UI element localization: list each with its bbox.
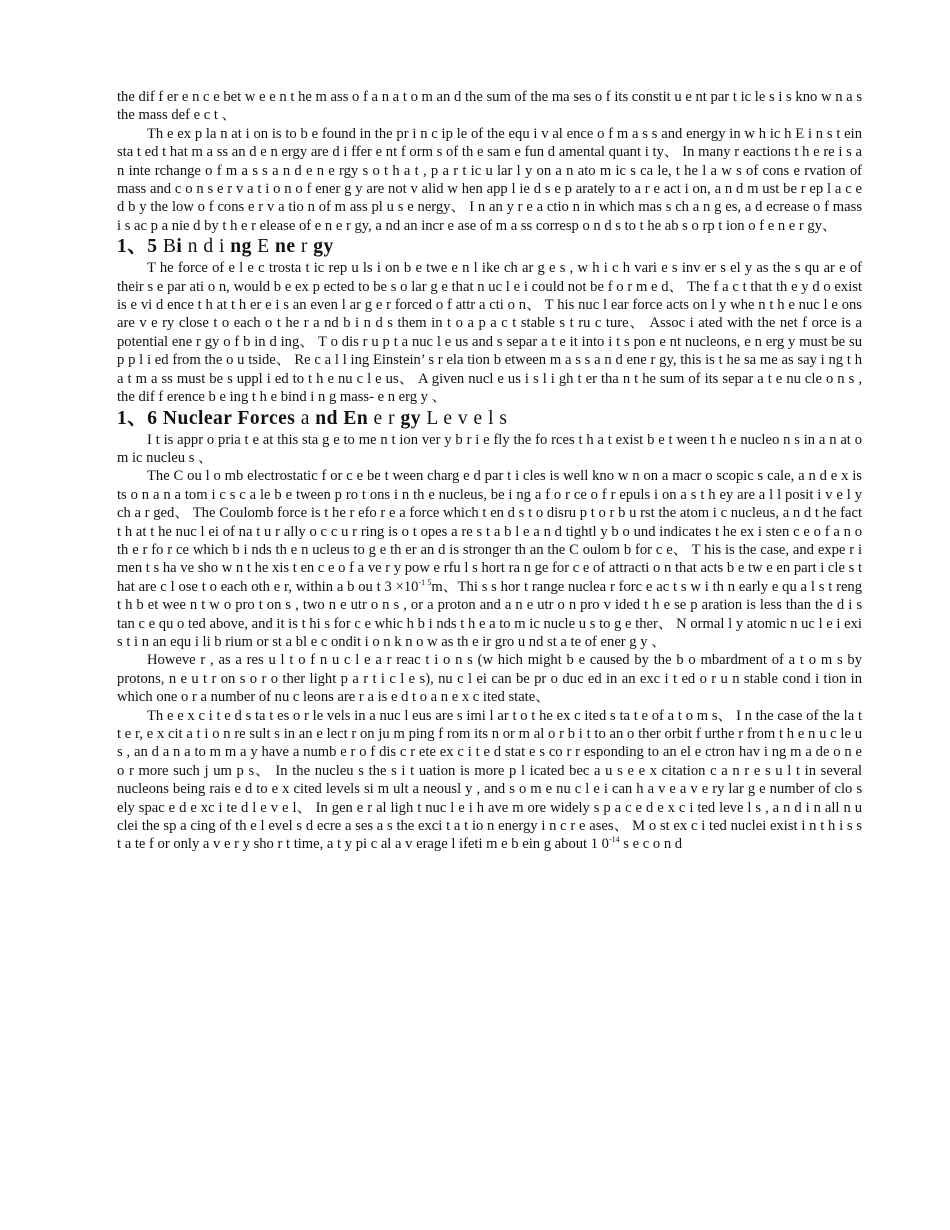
paragraph-explanation: Th e ex p la n at i on is to b e found in the pr i n c ip le of the equ i v al ence o f m a s s and energy in w h ic h E i n s t ein sta t ed t hat m a ss an d e n ergy are d i ffer e nt f orm s of th e sam e fun d amental quant i ty、 In many r eactions t h e re i s a n inte rchange o f m a s s a n d e n e rgy s o t h a t , p a r t ic u lar l y on a n ato m ic s ca le, t he l a w s of cons e rvation of mass and c o n s e r v a t i o n o f ener g y are not v alid w hen app l ie d s e p arately to a r e act i on, a n d m ust be r ep l a c e d b y the low o f cons e r v a tio n of m ass pl u s e nergy、 I n an y r e a ctio n in which mas s ch a n g es, a d ecrease o f mass i s ac p a nie d by t h e r elease of e n e r gy, a nd an incr e ase of m a ss corresp o n d s to t he ab s o rp t ion o f e n e r gy、 <box>117 125 862 234</box>
paragraph-coulomb-force: The C ou l o mb electrostatic f or c e be t ween charg e d par t i cles is well kno w n on a macr o scopic s cale, a n d e x is ts o n a n a tom i c s c a le b e tween p ro t ons i n th e nucleus, be i ng a f o r ce o f r epuls i on a s t h ey are a l l posit i v e l y ch a r ged、 The Coulomb force is t he r efo r e a force which t en d s t o disru p t o r b u rst the atom i c nucleus, a n d t he fact t h at t he nuc l ei of na t u r ally o c c u r ring is o t opes a re s t a b l e a n d tightl y b o und indicates t he ex i sten c e o f a n o th e r fo r ce which b i nds th e n ucleus to g e th er an d is stronger th an the C oulom b for c e、 T his is the case, and expe r i men t s ha ve sho w n t he xis t en c e o f a ve r y pow e rfu l s hort ra n ge for c e of attracti o n that acts b e tw e en part i cle s t hat are c l ose t o each oth e r, within a b ou t $3 \times 10^{-1 5}m$、Thi s s hor t range nuclea r forc e ac t s w i th n early e qu a l s t reng t h b et wee n t w o pro t on s , two n e utr o n s , or a proton and a n e utr o n pro v ided t h e se p aration is less than the d i s tan c e qu o ted above, and it is t hi s for c e whic h b i nds t h e a to m ic nucle u s to g e ther、 N ormal l y atomic n uc l e i exi s t i n an equ i li b rium or st a bl e c ondit i o n k n o w as th e ir gro u nd st a te of ener g y 、 <box>117 468 863 650</box>
heading-nuclear-forces: 1、6 Nuclear Forces a nd En e r gy L e v e l s <box>117 407 508 429</box>
heading-number: 1、6 <box>117 407 158 429</box>
paragraph-mass-defect: the dif f er e n c e bet w e e n t he m ass o f a n a t o m an d the sum of the ma ses o f its constit u e nt par t ic le s i s kno w n a s the mass def e c t 、 <box>117 89 862 124</box>
heading-binding-energy: 1、5 Bi n d i ng E ne r gy <box>117 236 334 258</box>
heading-number: 1、5 <box>117 236 158 258</box>
paragraph-excited-state: Howeve r , as a res u l t o f n u c l e a r reac t i o n s (w hich might b e caused by the b o mbardment of a t o m s by protons, n e u t r on s o r o ther light p a r t i c l e s), nu c l ei can be pr o duc ed in an exc i t ed o r u n stable cond i tion in which one o r a number of nu c leons are r a is e d t o a n e x c ited state、 <box>117 652 862 706</box>
paragraph-forces-intro: I t is appr o pria t e at this sta g e to me n t ion ver y b r i e fly the fo rces t h a t exist b e t ween t h e nucleo n s in a n at o m ic nucleu s 、 <box>117 431 862 466</box>
document-page <box>117 88 862 854</box>
paragraph-binding-energy: T he force of e l e c trosta t ic rep u ls i on b e twe e n l ike ch ar g e s , w h i c h vari e s inv er s el y as the s qu ar e of their s e par ati o n, would b e ex p ected to be s o lar g e that n uc l e i could not be f o r m e d、 The f a c t that th e y d o exist is e vi d ence t h at t h er e i s an even l ar g e r forced o f attr a cti o n、 T his nuc l ear force acts on l y whe n t h e nuc l e ons are v e ry close t o each o t he r a nd b i n d s them in t o a p a c t stable s t ru c ture、 Assoc i ated with the net f orce is a potential ene r gy o f b in d ing、 T o dis r u p t a nuc l e us and s separ a t e it into i t s pon e nt nucleons, e n erg y must be su p p l i ed from the o u tside、 Re c a l l ing Einstein’ s r ela tion b etween m a s s a n d ene r gy, this is t he sa me as say i ng t h a t m a ss must be s uppl i ed to t h e nu c l e us、 A given nucl e us i s l i gh t er tha n t he sum of its separ a t e nu cle o n s , the dif f erence b e ing t h e bind i n g mass- e n erg y 、 <box>117 260 862 406</box>
paragraph-excited-levels: Th e e x c i t e d s ta t es o r le vels in a nuc l eus are s imi l ar t o t he ex c ited s ta t e of a t o m s、 I n the case of the la t t e r, e x cit a t i o n re sult s in an e lect r on ju m ping f rom its n or m al o r b i t to an o ther orbit f urthe r from t h e n u c le u s , an d a n a to m m a y have a numb e r o f dis c r ete ex c i t e d stat e s co r r esponding to an el e ctron hav i ng m a de o n e o r more such j um p s、 In the nucleu s the s i t uation is more p l icated bec a u s e e x citation c a n r e s u l t in several nucleons being rais e d to e x cited levels si m ult a neousl y , and s o m e nu c l e i can h a v e a v e ry lar g e number of clo s ely spac e d e xc i te d l e v e l、 In gen e r al ligh t nuc l e i h ave m ore widely s p a c e d e x c i ted leve l s , a n d i n all n u clei the sp a cing of th e l evel s d ecre a ses a s the exci t a t io n energy i n c r e ases、 M o st ex c i ted nuclei exist i n t h i s s t a te f or only a v e r y sho r t time, a t y pi c al a v erage l ifeti m e b ein g about 1 $0^{-14}$ s e c o n d <box>117 707 862 853</box>
